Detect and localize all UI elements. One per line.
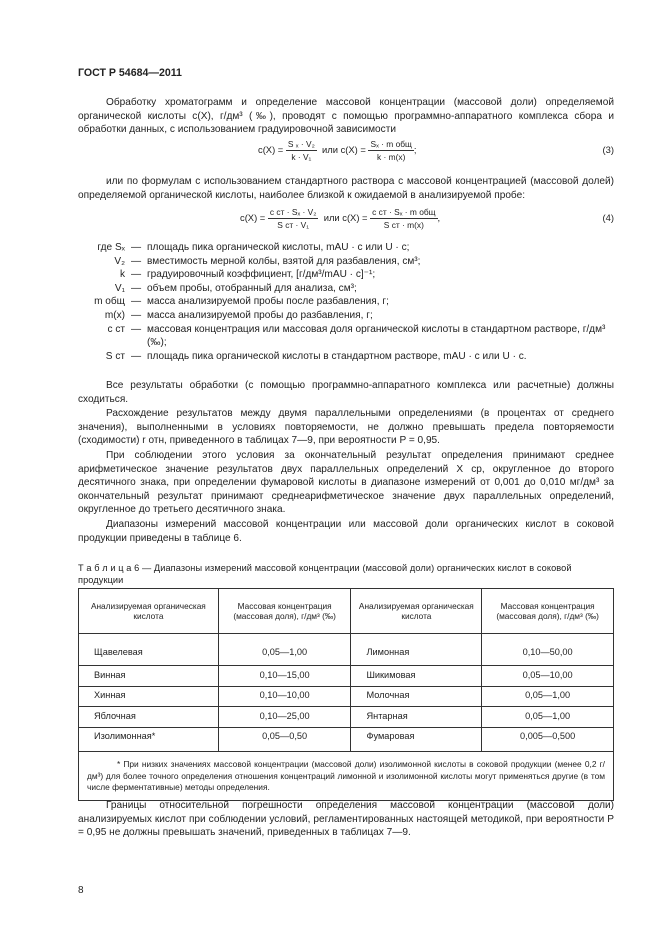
formula-4-num-2: c ст · Sₓ · m общ	[372, 207, 436, 217]
definition-symbol: k	[119, 269, 125, 281]
table-header-cell: Массовая концентрация (массовая доля), г/дм³ (‰)	[482, 589, 614, 634]
acid-name: Шикимовая	[351, 666, 482, 687]
table-footnote	[79, 752, 614, 801]
definition-symbol: m(x)	[104, 309, 125, 321]
definition-text: масса анализируемой пробы до разбавления, г;	[147, 309, 373, 321]
paragraph-table-reference: Диапазоны измерений массовой концентрации или массовой доли органических кислот в соковой продукции приведены в таблице 6.	[78, 519, 614, 544]
definition-symbol: где Sₓ	[97, 242, 125, 253]
definition-text: массовая концентрация или массовая доля органической кислоты в стандартном растворе, г/дм³ (‰);	[147, 323, 606, 349]
definition-row: V₁ — объем пробы, отобранный для анализа, см³;	[78, 282, 614, 296]
document-header: ГОСТ Р 54684—2011	[78, 67, 182, 79]
formula-4-mid: или c(X) =	[323, 211, 368, 223]
table-row	[79, 634, 614, 666]
table-header-row	[79, 589, 614, 634]
acid-name: Янтарная	[351, 707, 482, 728]
concentration-range: 0,10—25,00	[218, 707, 351, 728]
definition-text: площадь пика органической кислоты в стандартном растворе, mAU · c или U · c.	[147, 350, 527, 362]
definition-symbol: m общ	[94, 296, 125, 308]
definition-symbol: V₂	[114, 255, 125, 267]
definition-text: вместимость мерной колбы, взятой для разбавления, см³;	[147, 255, 421, 267]
definition-symbol: V₁	[114, 282, 125, 294]
table-header-cell: Анализируемая органическая кислота	[351, 589, 482, 634]
table-row	[79, 666, 614, 687]
formula-3-mid: или c(X) =	[322, 143, 366, 155]
formula-4-tail: ,	[437, 211, 441, 223]
acid-name: Молочная	[351, 686, 482, 707]
symbol-definitions	[78, 241, 614, 363]
formula-4-den-2: S ст · m(x)	[383, 220, 424, 230]
concentration-range: 0,10—50,00	[482, 634, 614, 666]
formula-3-number: (3)	[602, 144, 614, 155]
concentration-range: 0,05—1,00	[482, 686, 614, 707]
definition-row: V₂ — вместимость мерной колбы, взятой для разбавления, см³;	[78, 255, 614, 269]
definition-text: масса анализируемой пробы после разбавления, г;	[147, 296, 389, 308]
concentration-range: 0,05—1,00	[482, 707, 614, 728]
intro-paragraph-2: или по формулам с использованием стандартного раствора с массовой концентрацией (массовой долей) определяемой органической кислоты, наиболее близкой к ожидаемой в анализируемой пробе:	[78, 176, 614, 201]
definition-symbol: c ст	[107, 323, 125, 335]
intro-paragraph-1: Обработку хроматограмм и определение массовой концентрации (массовой доли) определяемой органической кислоты c(X), г/дм³ (‰), проводят с помощью программно-аппаратного комплекса сбора и обработки данных, с использованием градуировочной зависимости	[78, 97, 614, 136]
formula-3-den-2: k · m(x)	[377, 152, 406, 162]
paragraph-convergence: Все результаты обработки (с помощью программно-аппаратного комплекса или расчетные) должны сходиться.	[78, 380, 614, 405]
acid-name: Лимонная	[351, 634, 482, 666]
table-header-cell: Массовая концентрация (массовая доля), г/дм³ (‰)	[218, 589, 351, 634]
acid-name: Щавелевая	[79, 634, 219, 666]
formula-4-lhs: c(X) =	[240, 211, 266, 223]
definition-row: m общ — масса анализируемой пробы после разбавления, г;	[78, 295, 614, 309]
table-6	[78, 588, 614, 801]
paragraph-repeatability: Расхождение результатов между двумя параллельными определениями (в процентах от среднего значения), выполненными в условиях повторяемости, не должно превышать предела повторяемости (сходимости) r отн, приведенного в таблицах 7—9, при вероятности P = 0,95.	[78, 408, 614, 447]
definition-row: m(x) — масса анализируемой пробы до разбавления, г;	[78, 309, 614, 323]
definition-row: k — градуировочный коэффициент, [г/дм³/mAU · c]⁻¹;	[78, 268, 614, 282]
definition-row: где Sₓ — площадь пика органической кислоты, mAU · c или U · c;	[78, 241, 614, 255]
formula-3-num-1: S ₓ · V₂	[287, 139, 315, 149]
table-header-cell: Анализируемая органическая кислота	[79, 589, 219, 634]
concentration-range: 0,05—10,00	[482, 666, 614, 687]
definition-text: площадь пика органической кислоты, mAU · c или U · c;	[147, 242, 410, 253]
formula-4-fraction-1	[268, 207, 319, 230]
table-footnote-text: * При низких значениях массовой концентрации (массовой доли) изолимонной кислоты в соковой продукции (менее 0,2 г/дм³) для более точного определения отношения концентраций лимонной и изолимонной кислоты могут применяться другие (в том числе ферментативные) методы определения.	[87, 759, 605, 792]
formula-3-num-2: Sₓ · m общ	[370, 139, 412, 149]
definition-text: градуировочный коэффициент, [г/дм³/mAU · c]⁻¹;	[147, 269, 376, 281]
acid-name: Фумаровая	[351, 727, 482, 752]
table-row	[79, 727, 614, 752]
page-number: 8	[78, 885, 84, 896]
formula-4-den-1: S ст · V₁	[277, 220, 310, 230]
formula-3-fraction-1	[286, 139, 317, 162]
acid-name: Хинная	[79, 686, 219, 707]
formula-3-fraction-2	[368, 139, 413, 162]
concentration-range: 0,005—0,500	[482, 727, 614, 752]
formula-3-den-1: k · V₁	[291, 152, 312, 162]
acid-name: Изолимонная*	[79, 727, 219, 752]
definition-row: S ст — площадь пика органической кислоты в стандартном растворе, mAU · c или U · c.	[78, 350, 614, 364]
formula-4	[240, 207, 440, 230]
formula-3-lhs: c(X) =	[258, 143, 284, 155]
paragraph-final-result: При соблюдении этого условия за окончательный результат определения принимают среднее арифметическое значение результатов двух параллельных определений X ср, округленное до второго десятичного знака, при определении фумаровой кислоты в диапазоне измерений от 0,001 до 0,010 мг/дм³ за окончательный результат принимают среднеарифметическое значение двух параллельных определений, округленное до третьего десятичного знака.	[78, 450, 614, 516]
formula-4-number: (4)	[602, 212, 614, 223]
formula-4-num-1: c ст · Sₓ · V₂	[269, 207, 317, 217]
table-footnote-row	[79, 752, 614, 801]
paragraph-error-bounds: Границы относительной погрешности определения массовой концентрации (массовой доли) анализируемых кислот при соблюдении условий, регламентированных настоящей методикой, при вероятности P = 0,95 не должны превышать значений, приведенных в таблицах 7—9.	[78, 800, 614, 839]
concentration-range: 0,05—1,00	[218, 634, 351, 666]
definition-text: объем пробы, отобранный для анализа, см³;	[147, 282, 357, 294]
table-row	[79, 707, 614, 728]
acid-name: Винная	[79, 666, 219, 687]
acid-name: Яблочная	[79, 707, 219, 728]
concentration-range: 0,05—0,50	[218, 727, 351, 752]
formula-3	[258, 139, 417, 162]
formula-3-tail: ;	[413, 143, 417, 155]
definition-row: c ст — массовая концентрация или массовая доля органической кислоты в стандартном растворе, г/дм³ (‰);	[78, 323, 614, 350]
table-6-caption: Т а б л и ц а 6 — Диапазоны измерений массовой концентрации (массовой доли) органических кислот в соковой продукции	[78, 563, 572, 585]
formula-4-fraction-2	[370, 207, 437, 230]
concentration-range: 0,10—10,00	[218, 686, 351, 707]
concentration-range: 0,10—15,00	[218, 666, 351, 687]
definition-symbol: S ст	[105, 350, 125, 362]
table-row	[79, 686, 614, 707]
